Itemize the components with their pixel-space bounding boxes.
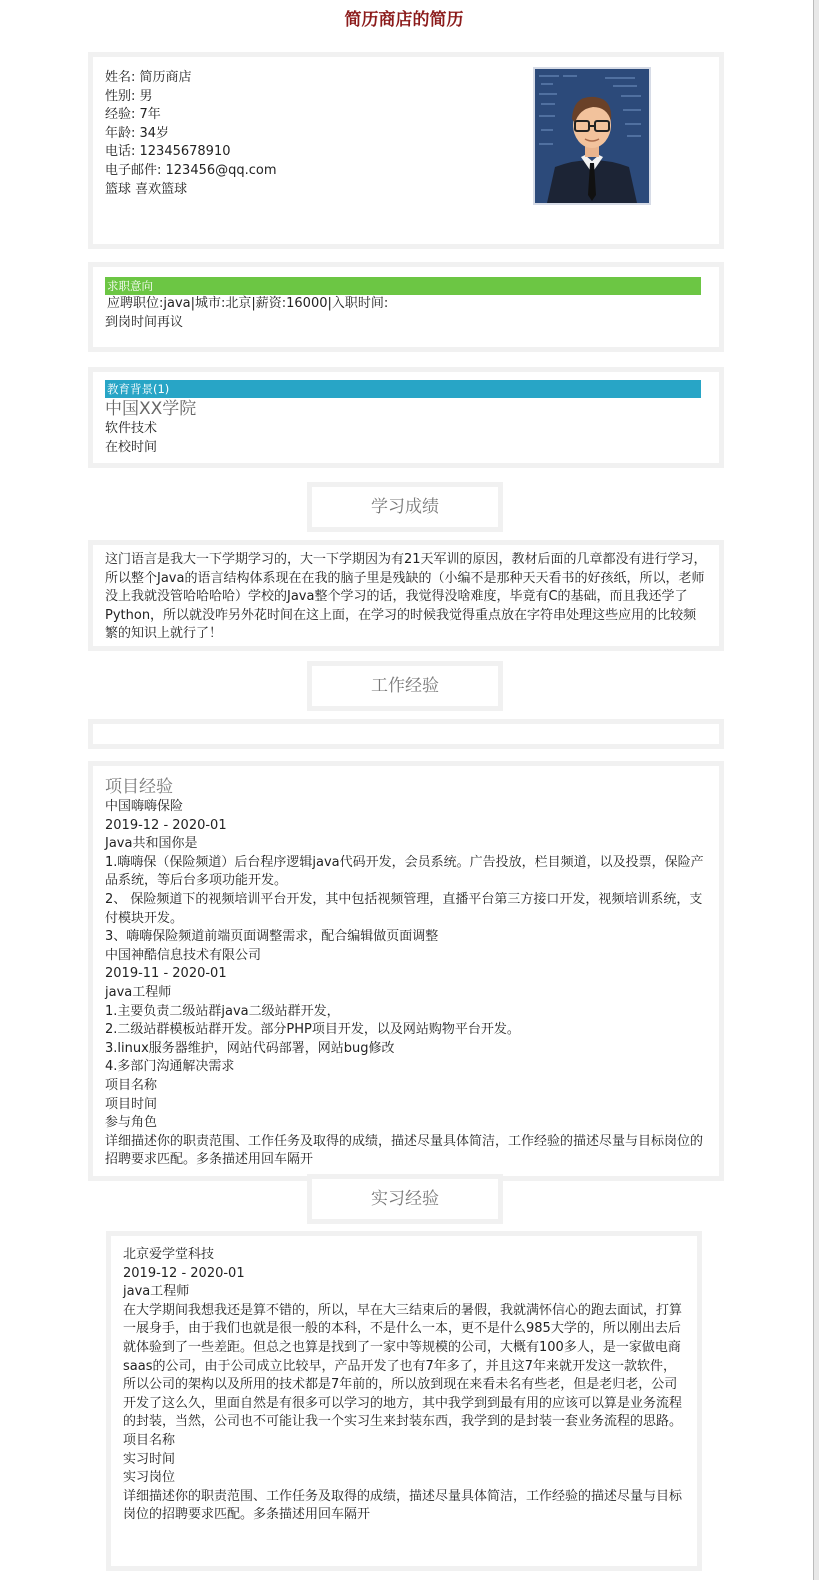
phone-line: 电话: 12345678910 [105, 144, 231, 160]
project-line: 参与角色 [105, 1115, 158, 1131]
school-name: 中国XX学院 [105, 399, 197, 419]
internship-heading: 实习经验 [307, 1174, 503, 1224]
project-line: 项目时间 [105, 1096, 158, 1112]
project-line: 4.多部门沟通解决需求 [105, 1059, 235, 1075]
study-results-text: 这门语言是我大一下学期学习的，大一下学期因为有21天军训的原因，教材后面的几章都没有进行学习，所以整个Java的语言结构体系现在在我的脑子里是残缺的（小编不是那种天天看书的好孩纸，所以，老师没上我就没管哈哈哈哈）学校的Java整个学习的话，我觉得没啥难度，毕竟有C的基础，而且我还学了Python，所以就没咋另外花时间在这上面，在学习的时候我觉得重点放在字符串处理这些应用的比较频繁的知识上就行了！ [105, 552, 707, 642]
job-intent-line: 应聘职位:java|城市:北京|薪资:16000|入职时间: [107, 296, 389, 311]
page-title: 简历商店的简历 [344, 10, 464, 30]
work-experience-heading: 工作经验 [307, 661, 503, 711]
job-intent-card [88, 262, 724, 352]
project-line: 1.嗨嗨保（保险频道）后台程序逻辑java代码开发，会员系统。广告投放，栏目频道，以及投票，保险产品系统，等后台多项功能开发。 [105, 854, 704, 889]
window-edge [813, 0, 819, 1580]
intern-line: 项目名称 [123, 1432, 176, 1448]
profile-photo-illustration [535, 69, 649, 203]
intern-line: java工程师 [123, 1284, 190, 1300]
project-line: 中国嗨嗨保险 [105, 799, 184, 814]
project-line: 2019-11 - 2020-01 [105, 966, 227, 982]
name-line: 姓名: 简历商店 [105, 70, 192, 85]
project-line: 3、嗨嗨保险频道前端页面调整需求，配合编辑做页面调整 [105, 929, 439, 945]
project-line: 2019-12 - 2020-01 [105, 817, 227, 833]
intern-line: 实习时间 [123, 1451, 176, 1467]
study-results-card [88, 540, 724, 651]
project-line: 3.linux服务器维护，网站代码部署，网站bug修改 [105, 1040, 395, 1056]
project-line: java工程师 [105, 984, 172, 1000]
email-line: 电子邮件: 123456@qq.com [105, 162, 277, 178]
experience-line: 经验: 7年 [105, 107, 161, 123]
profile-photo [533, 67, 651, 205]
project-line: 中国神酷信息技术有限公司 [105, 947, 262, 963]
project-line: 项目名称 [105, 1077, 158, 1093]
project-line: Java共和国你是 [105, 836, 198, 852]
intern-line: 北京爱学堂科技 [123, 1247, 215, 1262]
intern-line: 实习岗位 [123, 1470, 176, 1486]
project-line: 2、 保险频道下的视频培训平台开发，其中包括视频管理，直播平台第三方接口开发，视频培训系统，支付模块开发。 [105, 891, 703, 926]
project-line: 详细描述你的职责范围、工作任务及取得的成绩，描述尽量具体简洁，工作经验的描述尽量与目标岗位的招聘要求匹配。多条描述用回车隔开 [105, 1133, 704, 1168]
gender-line: 性别: 男 [105, 88, 153, 104]
internship-card [106, 1231, 702, 1571]
work-experience-card [88, 719, 724, 749]
intern-line: 详细描述你的职责范围、工作任务及取得的成绩，描述尽量具体简洁，工作经验的描述尽量与目标岗位的招聘要求匹配。多条描述用回车隔开 [123, 1488, 683, 1523]
project-section-title: 项目经验 [105, 777, 173, 797]
education-bar: 教育背景(1) [105, 380, 701, 398]
age-line: 年龄: 34岁 [105, 125, 170, 141]
project-line: 2.二级站群模板站群开发。部分PHP项目开发，以及网站购物平台开发。 [105, 1022, 520, 1038]
job-intent-bar: 求职意向 [105, 277, 701, 295]
basic-info-card [88, 52, 724, 249]
education-card [88, 367, 724, 468]
major: 软件技术 [105, 421, 158, 436]
project-line: 1.主要负责二级站群java二级站群开发， [105, 1003, 340, 1019]
project-experience-card [88, 761, 724, 1181]
intern-line: 在大学期间我想我还是算不错的，所以，早在大三结束后的暑假，我就满怀信心的跑去面试，打算一展身手，由于我们也就是很一般的本科，不是什么一本，更不是什么985大学的，所以刚出去后就体验到了一些差距。但总之也算是找到了一家中等规模的公司，大概有100多人，是一家做电商saas的公司，由于公司成立比较早，产品开发了也有7年多了，并且这7年来就开发这一款软件，所以公司的架构以及所用的技术都是7年前的，所以放到现在来看未名有些老，但是老归老，公司开发了这么久，里面自然是有很多可以学习的地方，其中我学到到最有用的应该可以算是业务流程的封装，当然，公司也不可能让我一个实习生来封装东西，我学到的是封装一套业务流程的思路。 [123, 1302, 683, 1430]
hobby-line: 篮球 喜欢篮球 [105, 181, 188, 197]
intern-line: 2019-12 - 2020-01 [123, 1265, 245, 1281]
study-results-heading: 学习成绩 [307, 482, 503, 532]
school-period: 在校时间 [105, 439, 158, 455]
job-intent-arrival: 到岗时间再议 [105, 314, 184, 330]
